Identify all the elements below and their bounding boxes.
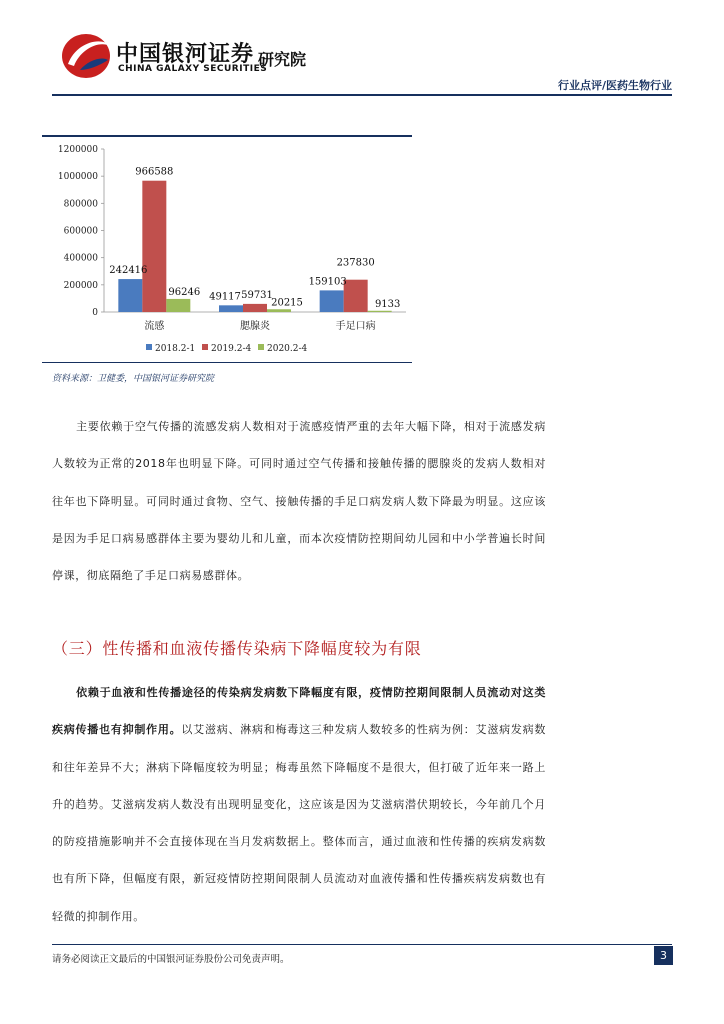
data-label: 96246 — [168, 286, 201, 298]
page-number: 3 — [654, 946, 673, 965]
logo-institute: 研究院 — [258, 50, 307, 69]
y-tick-label: 600000 — [63, 226, 98, 237]
x-axis-categories — [144, 319, 375, 332]
bar — [267, 309, 291, 312]
paragraph-2-text: 以艾滋病、淋病和梅毒这三种发病人数较多的性病为例：艾滋病发病数和往年差异不大；淋病下降幅度较为明显；梅毒虽然下降幅度不是很大，但打破了近年来一路上升的趋势。艾滋病发病人数没有出现明显变化，这应该是因为艾滋病潜伏期较长，今年前几个月的防疫措施影响并不会直接体现在当月发病数据上。整体而言，通过血液和性传播的疾病发病数也有所下降，但幅度有限，新冠疫情防控期间限制人员流动对血液传播和性传播疾病发病数也有轻微的抑制作用。 — [52, 723, 546, 923]
bar — [219, 305, 243, 312]
logo-chinese-name: 中国银河证券 — [116, 42, 255, 67]
bar — [368, 311, 392, 312]
bar — [118, 279, 142, 312]
data-label: 20215 — [271, 297, 303, 309]
section-title: （三）性传播和血液传播传染病下降幅度较为有限 — [52, 639, 422, 658]
legend-label: 2018.2-1 — [155, 344, 196, 354]
legend-label: 2020.2-4 — [267, 344, 308, 354]
y-tick-label: 0 — [92, 308, 98, 318]
header-divider — [52, 94, 672, 96]
chart-source: 资料来源：卫健委，中国银河证券研究院 — [52, 374, 215, 384]
data-label: 966588 — [135, 166, 174, 178]
legend-swatch — [202, 344, 208, 350]
y-tick-label: 1200000 — [57, 145, 98, 155]
footer-divider — [52, 944, 672, 945]
logo-english-name: CHINA GALAXY SECURITIES — [118, 64, 268, 74]
data-label: 49117 — [209, 291, 241, 303]
report-category: 行业点评/医药生物行业 — [557, 79, 672, 92]
data-label: 9133 — [374, 298, 401, 310]
paragraph-2-lead: 依赖于血液和性传播途径的传染病发病数下降幅度有限，疫情防控期间限制人员流动对这类疾病传播也有抑制作用。 — [52, 686, 546, 737]
bar — [243, 304, 267, 312]
data-label: 159103 — [308, 276, 347, 288]
bar — [344, 280, 368, 312]
y-tick-label: 400000 — [63, 253, 98, 264]
bar-chart — [42, 140, 412, 360]
legend-swatch — [146, 344, 152, 350]
paragraph-2 — [52, 674, 546, 935]
legend-label: 2019.2-4 — [211, 344, 252, 354]
data-label: 242416 — [109, 265, 148, 277]
y-tick-label: 200000 — [63, 280, 98, 291]
bar — [166, 299, 190, 312]
data-label: 59731 — [241, 289, 273, 301]
data-label: 237830 — [336, 257, 375, 269]
paragraph-1 — [52, 408, 546, 594]
legend — [146, 344, 308, 354]
footer-disclaimer: 请务必阅读正文最后的中国银河证券股份公司免责声明。 — [52, 954, 290, 965]
bar — [320, 290, 344, 312]
y-tick-label: 800000 — [63, 199, 98, 210]
x-category-label: 手足口病 — [335, 321, 376, 332]
chart-bottom-divider — [42, 362, 412, 363]
galaxy-logo-icon — [58, 30, 118, 82]
bar — [142, 181, 166, 312]
paragraph-1-text: 主要依赖于空气传播的流感发病人数相对于流感疫情严重的去年大幅下降，相对于流感发病人数较为正常的2018年也明显下降。可同时通过空气传播和接触传播的腮腺炎的发病人数相对往年也下降明显。可同时通过食物、空气、接触传播的手足口病发病人数下降最为明显。这应该是因为手足口病易感群体主要为婴幼儿和儿童，而本次疫情防控期间幼儿园和中小学普遍长时间停课，彻底隔绝了手足口病易感群体。 — [52, 420, 546, 583]
x-category-label: 腮腺炎 — [240, 321, 270, 332]
legend-swatch — [258, 344, 264, 350]
y-tick-label: 1000000 — [57, 172, 98, 183]
chart-top-divider — [42, 135, 412, 137]
x-category-label: 流感 — [144, 321, 165, 332]
